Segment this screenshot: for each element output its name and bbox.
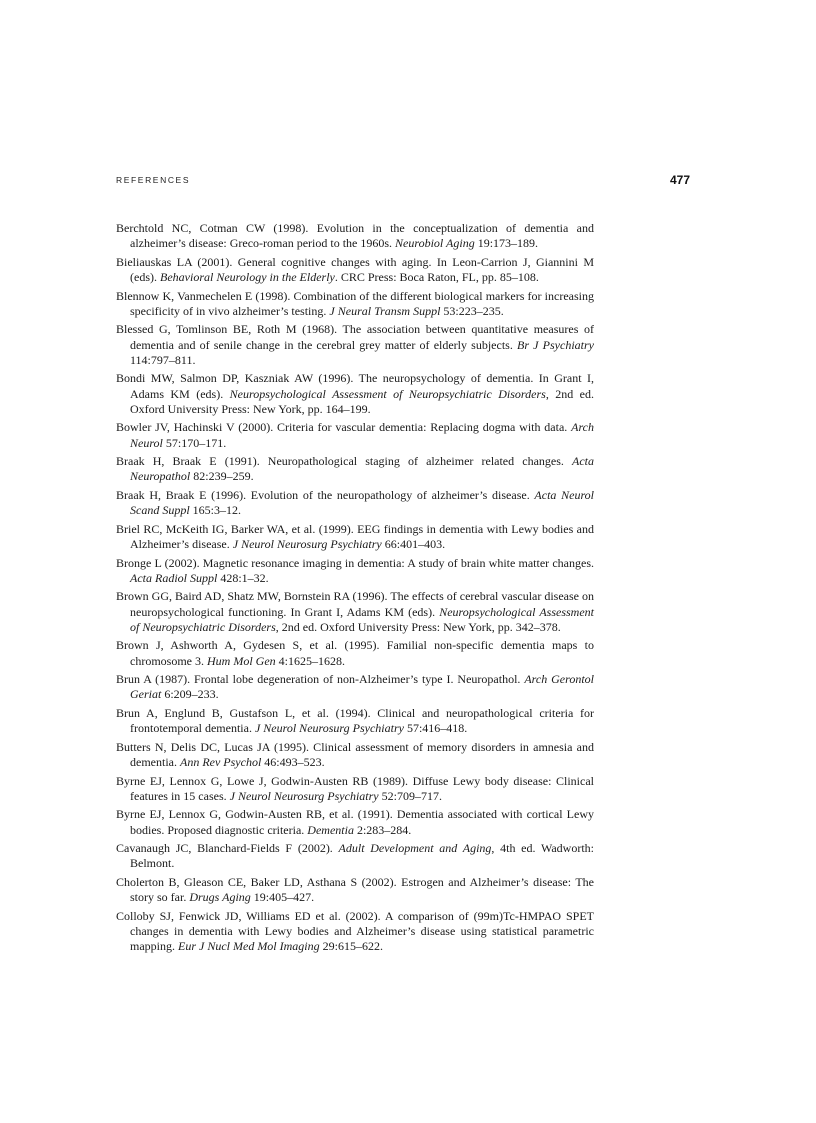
reference-entry [116, 255, 594, 285]
reference-text: 428:1–32. [217, 570, 269, 585]
reference-entry [116, 454, 594, 484]
reference-entry [116, 706, 594, 736]
reference-text: 57:416–418. [403, 721, 468, 736]
reference-text: Blennow K, Vanmechelen E (1998). Combination of the different biological markers for increasing specificity of in vivo alzheimer’s testing. [116, 288, 594, 318]
reference-text: Bronge L (2002). Magnetic resonance imaging in dementia: A study of brain white matter changes. [116, 555, 594, 570]
reference-journal: J Neural Transm Suppl [329, 303, 441, 318]
reference-text: Bowler JV, Hachinski V (2000). Criteria for vascular dementia: Replacing dogma with data. [116, 420, 572, 435]
reference-entry [116, 322, 594, 368]
running-head: REFERENCES [116, 175, 191, 185]
reference-text: , 2nd ed. Oxford University Press: New York, pp. 342–378. [275, 619, 561, 634]
reference-journal: Eur J Nucl Med Mol Imaging [178, 939, 320, 954]
reference-journal: Hum Mol Gen [207, 653, 276, 668]
reference-text: Braak H, Braak E (1991). Neuropathological staging of alzheimer related changes. [116, 454, 572, 469]
reference-journal: J Neurol Neurosurg Psychiatry [229, 788, 379, 803]
reference-entry [116, 774, 594, 804]
reference-entry [116, 420, 594, 450]
reference-journal: Br J Psychiatry [517, 337, 594, 352]
reference-entry [116, 522, 594, 552]
reference-text: , 2nd ed. Oxford University Press: New York, pp. 164–199. [130, 386, 595, 416]
reference-journal: Dementia [307, 822, 354, 837]
reference-journal: Acta Neurol Scand Suppl [130, 487, 595, 518]
reference-text: 114:797–811. [130, 352, 196, 367]
reference-journal: Ann Rev Psychol [179, 754, 262, 769]
reference-journal: Acta Radiol Suppl [130, 570, 218, 585]
reference-text: Colloby SJ, Fenwick JD, Williams ED et al. (2002). A comparison of (99m)Tc-HMPAO SPET changes in dementia with Lewy bodies and Alzheimer’s disease using statistical parametric mapping. [116, 908, 594, 954]
reference-text: Brun A (1987). Frontal lobe degeneration of non-Alzheimer’s type I. Neuropathol. [116, 672, 525, 687]
reference-journal: J Neurol Neurosurg Psychiatry [232, 536, 382, 551]
page-header [116, 173, 690, 193]
reference-text: 2:283–284. [353, 822, 412, 837]
reference-entry [116, 672, 594, 702]
reference-text: 53:223–235. [440, 303, 504, 318]
reference-entry [116, 807, 594, 837]
reference-journal: Acta Neuropathol [130, 454, 594, 484]
reference-entry [116, 841, 594, 871]
reference-text: Cavanaugh JC, Blanchard-Fields F (2002). [116, 841, 339, 856]
reference-journal: J Neurol Neurosurg Psychiatry [254, 721, 404, 736]
reference-list [116, 221, 594, 958]
reference-text: Blessed G, Tomlinson BE, Roth M (1968). The association between quantitative measures of dementia and of senile change in the cerebral grey matter of elderly subjects. [116, 322, 594, 352]
reference-entry [116, 221, 594, 251]
reference-text: Bondi MW, Salmon DP, Kaszniak AW (1996). The neuropsychology of dementia. In Grant I, Adams KM (eds). [116, 371, 594, 401]
page-number: 477 [669, 173, 690, 187]
reference-text: . CRC Press: Boca Raton, FL, pp. 85–108. [334, 270, 539, 284]
reference-text: 52:709–717. [378, 788, 442, 803]
reference-text: 66:401–403. [381, 536, 446, 551]
reference-entry [116, 589, 594, 635]
reference-text: 19:173–189. [474, 236, 539, 251]
reference-text: Byrne EJ, Lennox G, Lowe J, Godwin-Austen RB (1989). Diffuse Lewy body disease: Clinical features in 15 cases. [116, 773, 594, 803]
reference-journal: Arch Neurol [130, 420, 594, 450]
reference-entry [116, 638, 594, 668]
reference-journal: Behavioral Neurology in the Elderly [160, 270, 335, 284]
reference-entry [116, 556, 594, 586]
reference-text: 4:1625–1628. [275, 653, 345, 668]
reference-journal: Adult Development and Aging [338, 841, 492, 856]
reference-text: Brun A, Englund B, Gustafson L, et al. (1994). Clinical and neuropathological criteria for frontotemporal dementia. [116, 705, 594, 736]
reference-journal: Neuropsychological Assessment of Neuropsychiatric Disorders [130, 604, 594, 634]
reference-text: 57:170–171. [162, 435, 227, 450]
reference-text: , 4th ed. Wadworth: Belmont. [130, 841, 595, 871]
reference-journal: Neurobiol Aging [395, 236, 475, 251]
reference-text: Bieliauskas LA (2001). General cognitive changes with aging. In Leon-Carrion J, Giannini M (eds). [116, 254, 594, 284]
reference-entry [116, 875, 594, 905]
reference-entry [116, 371, 594, 417]
reference-text: Braak H, Braak E (1996). Evolution of the neuropathology of alzheimer’s disease. [116, 487, 535, 502]
reference-text: 46:493–523. [261, 754, 325, 769]
reference-text: Butters N, Delis DC, Lucas JA (1995). Clinical assessment of memory disorders in amnesia and dementia. [116, 739, 594, 769]
reference-entry [116, 909, 594, 955]
reference-text: Brown J, Ashworth A, Gydesen S, et al. (1995). Familial non-specific dementia maps to chromosome 3. [116, 638, 594, 668]
reference-entry [116, 740, 594, 770]
reference-journal: Arch Gerontol Geriat [130, 672, 594, 702]
reference-text: Cholerton B, Gleason CE, Baker LD, Asthana S (2002). Estrogen and Alzheimer’s disease: The story so far. [116, 874, 594, 905]
reference-text: 82:239–259. [190, 469, 254, 484]
reference-journal: Neuropsychological Assessment of Neuropsychiatric Disorders [229, 386, 546, 401]
reference-text: 165:3–12. [189, 503, 242, 518]
reference-entry [116, 488, 594, 518]
reference-text: 29:615–622. [319, 939, 383, 954]
reference-text: 19:405–427. [250, 890, 315, 905]
reference-text: Byrne EJ, Lennox G, Godwin-Austen RB, et al. (1991). Dementia associated with cortical Lewy bodies. Proposed diagnostic criteria. [116, 807, 594, 837]
reference-text: Berchtold NC, Cotman CW (1998). Evolution in the conceptualization of dementia and alzheimer’s disease: Greco-roman period to the 1960s. [116, 221, 594, 251]
reference-entry [116, 289, 594, 319]
reference-text: Brown GG, Baird AD, Shatz MW, Bornstein RA (1996). The effects of cerebral vascular disease on neuropsychological functioning. In Grant I, Adams KM (eds). [116, 589, 595, 619]
reference-text: 6:209–233. [161, 687, 219, 702]
reference-journal: Drugs Aging [189, 890, 251, 905]
reference-text: Briel RC, McKeith IG, Barker WA, et al. (1999). EEG findings in dementia with Lewy bodies and Alzheimer’s disease. [116, 521, 594, 551]
